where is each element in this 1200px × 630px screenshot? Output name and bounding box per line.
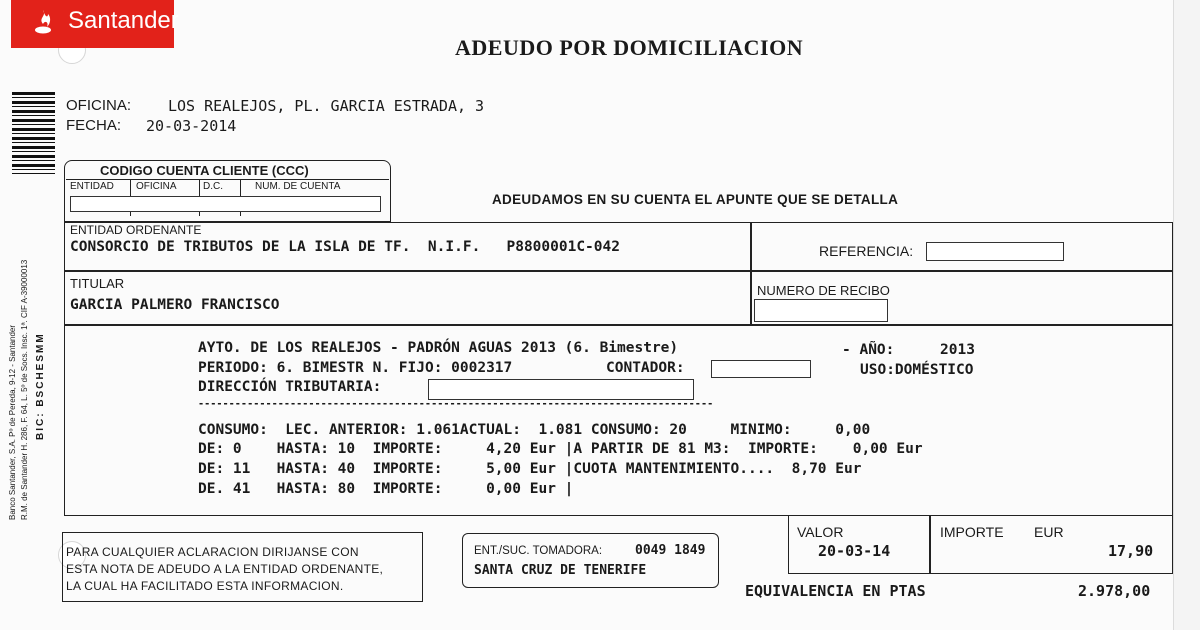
ccc-col-oficina: OFICINA	[136, 181, 177, 192]
info-line-3: LA CUAL HA FACILITADO ESTA INFORMACION.	[66, 579, 344, 593]
address-label: DIRECCIÓN TRIBUTARIA:	[198, 379, 382, 395]
tariff-row-1: DE: 0 HASTA: 10 IMPORTE: 4,20 Eur |A PARTIR DE 81 M3: IMPORTE: 0,00 Eur	[198, 441, 923, 457]
year-label: - AÑO:	[842, 342, 895, 358]
flame-icon	[34, 9, 52, 35]
equivalence-label: EQUIVALENCIA EN PTAS	[745, 582, 926, 600]
info-line-2: ESTA NOTA DE ADEUDO A LA ENTIDAD ORDENANTE,	[66, 562, 384, 576]
tariff-row-2: DE: 11 HASTA: 40 IMPORTE: 5,00 Eur |CUOTA MANTENIMIENTO.... 8,70 Eur	[198, 461, 862, 477]
branch-city: SANTA CRUZ DE TENERIFE	[474, 563, 647, 578]
branch-box	[462, 533, 719, 588]
equivalence-value: 2.978,00	[1078, 582, 1151, 600]
reference-label: REFERENCIA:	[819, 243, 914, 259]
receipt-field[interactable]	[754, 299, 888, 322]
meter-label: CONTADOR:	[606, 360, 685, 376]
use-type: USO:DOMÉSTICO	[860, 362, 974, 378]
ccc-account-field[interactable]	[70, 196, 381, 212]
amount-currency: EUR	[1034, 524, 1064, 540]
bic-code: BIC: BSCHESMM	[35, 332, 46, 440]
branch-code: 0049 1849	[635, 543, 706, 558]
page-title: ADEUDO POR DOMICILIACION	[455, 35, 804, 60]
amount-label: IMPORTE	[940, 524, 1004, 540]
legal-text-2: R.M. de Santander H. 286, F. 64, L. 5º de Socs. Insc. 1ª. CIF A-39000013	[20, 259, 29, 520]
holder-value: GARCIA PALMERO FRANCISCO	[70, 297, 280, 313]
date-label: FECHA:	[66, 117, 122, 134]
ccc-col-dc: D.C.	[203, 181, 223, 192]
reference-field[interactable]	[926, 242, 1064, 261]
period-line: PERIODO: 6. BIMESTR N. FIJO: 0002317	[198, 360, 513, 376]
ccc-title: CODIGO CUENTA CLIENTE (CCC)	[100, 163, 309, 178]
paper-edge	[1173, 0, 1200, 630]
ccc-col-entidad: ENTIDAD	[70, 181, 114, 192]
holder-label: TITULAR	[70, 276, 125, 291]
detail-line-1: AYTO. DE LOS REALEJOS - PADRÓN AGUAS 2013 (6. Bimestre)	[198, 340, 679, 356]
row-divider-1	[64, 270, 1173, 272]
detail-separator: ------------------------------------------------------------------------------------	[198, 399, 714, 410]
office-label: OFICINA:	[66, 97, 132, 114]
row-divider-2	[64, 324, 1173, 326]
tariff-row-3: DE. 41 HASTA: 80 IMPORTE: 0,00 Eur |	[198, 481, 574, 497]
address-field[interactable]	[428, 379, 694, 400]
ccc-col-account: NUM. DE CUENTA	[255, 181, 341, 192]
branch-label: ENT./SUC. TOMADORA:	[474, 545, 603, 557]
bank-name: Santander	[68, 7, 179, 34]
consumption-line: CONSUMO: LEC. ANTERIOR: 1.061ACTUAL: 1.081 CONSUMO: 20 MINIMO: 0,00	[198, 422, 871, 438]
legal-text-1: Banco Santander, S.A. Pº de Pereda, 9-12 - Santander	[8, 324, 17, 520]
meter-field[interactable]	[711, 360, 811, 378]
office-value: LOS REALEJOS, PL. GARCIA ESTRADA, 3	[168, 97, 485, 115]
ordering-label: ENTIDAD ORDENANTE	[70, 223, 202, 237]
barcode	[12, 92, 55, 174]
valor-label: VALOR	[797, 524, 844, 540]
ccc-divider	[66, 179, 389, 180]
info-line-1: PARA CUALQUIER ACLARACION DIRIJANSE CON	[66, 545, 359, 559]
year-value: 2013	[940, 342, 975, 358]
column-divider	[750, 222, 752, 324]
debit-notice: ADEUDAMOS EN SU CUENTA EL APUNTE QUE SE DETALLA	[492, 192, 899, 207]
ordering-value: CONSORCIO DE TRIBUTOS DE LA ISLA DE TF. N.I.F. P8800001C-042	[70, 239, 620, 255]
date-value: 20-03-2014	[146, 117, 237, 135]
valor-date: 20-03-14	[818, 542, 891, 560]
santander-logo	[11, 0, 179, 48]
value-amount-divider	[929, 515, 931, 574]
amount-value: 17,90	[1108, 542, 1154, 560]
receipt-label: NUMERO DE RECIBO	[757, 283, 890, 298]
